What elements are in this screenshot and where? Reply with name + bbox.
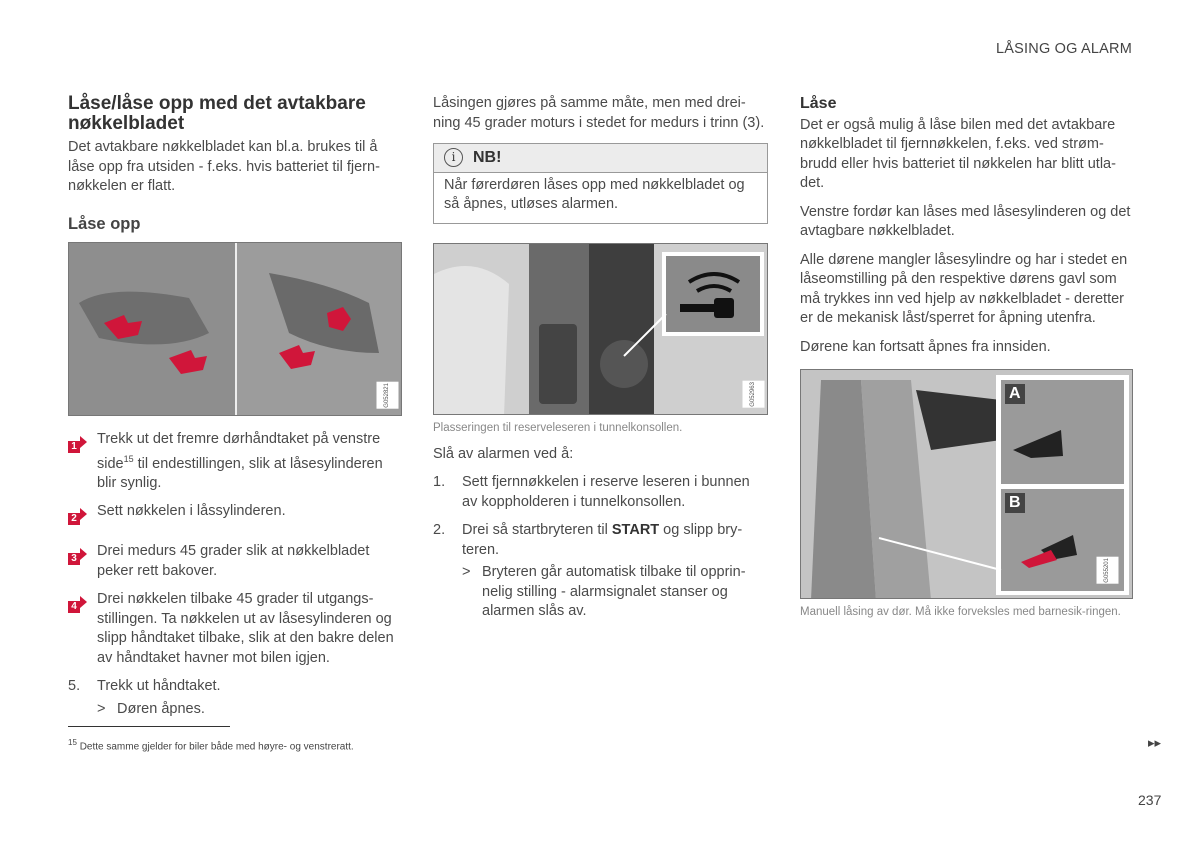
paragraph: Venstre fordør kan låses med låsesylinderen og det avtagbare nøkkelbladet.	[800, 203, 1131, 239]
subtitle-unlock: Låse opp	[68, 214, 141, 233]
step-1: 1 Trekk ut det fremre dørhåndtaket på venstre side$^{15}$ til endestillingen, slik at låsesylinderen blir synlig.	[68, 430, 402, 493]
footnote-ref[interactable]: 15	[123, 453, 134, 464]
paragraph: Alle dørene mangler låsesylindre og har i stedet en låseomstilling på den respektive dørens gavl som må trykkes inn ved hjelp av nøkkelbladet - deretter er de mekanisk låst/sperret for åpning utenfra.	[800, 251, 1128, 326]
alarm-result: > Bryteren går automatisk tilbake til opprin-nelig stilling - alarmsignalet stanser og alarmen slås av.	[462, 564, 746, 619]
paragraph: Det er også mulig å låse bilen med det avtakbare nøkkelbladet til fjernnøkkelen, f.eks. ved strøm-brudd eller hvis batteriet til nøkkelen har blitt utla-det.	[800, 116, 1116, 191]
step-3: 3 Drei medurs 45 grader slik at nøkkelbladet peker rett bakover.	[68, 542, 402, 581]
step-5: 5. Trekk ut håndtaket.	[68, 678, 221, 695]
inset-label-a: A	[1005, 384, 1025, 404]
footnote-divider	[68, 726, 230, 727]
figure-code: G055201	[1097, 557, 1119, 584]
step-badge-4: 4	[68, 596, 97, 612]
door-handle-illustration	[69, 243, 402, 416]
step-2: 2 Sett nøkkelen i låssylinderen.	[68, 502, 402, 524]
tunnel-console-figure	[433, 243, 768, 415]
page-number: 237	[1138, 792, 1162, 808]
paragraph: Dørene kan fortsatt åpnes fra innsiden.	[800, 338, 1051, 355]
step-4: 4 Drei nøkkelen tilbake 45 grader til utgangs-stillingen. Ta nøkkelen ut av låsesylinderen og slipp håndtaket tilbake, slik at den bakre delen av håndtaket havner mot bilen igjen.	[68, 590, 402, 668]
step-badge-3: 3	[68, 548, 97, 564]
footnote: $^{15}$ Dette samme gjelder for biler både med høyre- og venstreratt.	[68, 738, 354, 753]
step-badge-1: 1	[68, 436, 97, 452]
console-illustration	[434, 244, 768, 415]
step-badge-2: 2	[68, 508, 97, 524]
continue-icon: ▸▸	[1148, 735, 1162, 750]
figure-code: G052821	[377, 382, 399, 409]
page-title: Låse/låse opp med det avtakbare nøkkelbladet	[68, 93, 366, 134]
door-illustration	[801, 370, 1133, 599]
left-column	[68, 94, 402, 719]
figure-caption: Manuell låsing av dør. Må ikke forveksles med barnesik-ringen.	[800, 606, 1121, 618]
lock-title: Låse	[800, 95, 837, 112]
note-box	[433, 143, 768, 224]
alarm-lead: Slå av alarmen ved å:	[433, 445, 574, 462]
figure-code: G052963	[743, 381, 765, 408]
inset-label-b: B	[1005, 493, 1025, 513]
note-text: Når førerdøren låses opp med nøkkelbladet og så åpnes, utløses alarmen.	[444, 176, 745, 212]
figure-caption: Plasseringen til reserveleseren i tunnelkonsollen.	[433, 421, 683, 434]
door-handle-figure	[68, 242, 402, 416]
locking-text: Låsingen gjøres på samme måte, men med drei-ning 45 grader moturs i stedet for medurs i trinn (3).	[433, 95, 765, 131]
section-header: LÅSING OG ALARM	[996, 41, 1132, 57]
note-title: NB!	[473, 149, 502, 166]
alarm-step-1: 1. Sett fjernnøkkelen i reserve leseren i bunnen av koppholderen i tunnelkonsollen.	[433, 474, 750, 510]
middle-column	[433, 94, 768, 622]
info-icon: i	[444, 148, 463, 167]
right-column	[800, 94, 1135, 629]
alarm-step-2: 2. Drei så startbryteren til START og slipp bry-teren.	[433, 522, 743, 558]
step-5-result: > Døren åpnes.	[97, 700, 205, 717]
door-lock-figure	[800, 369, 1133, 599]
intro-text: Det avtakbare nøkkelbladet kan bl.a. brukes til å låse opp fra utsiden - f.eks. hvis batteriet til fjern-nøkkelen er flatt.	[68, 139, 380, 194]
